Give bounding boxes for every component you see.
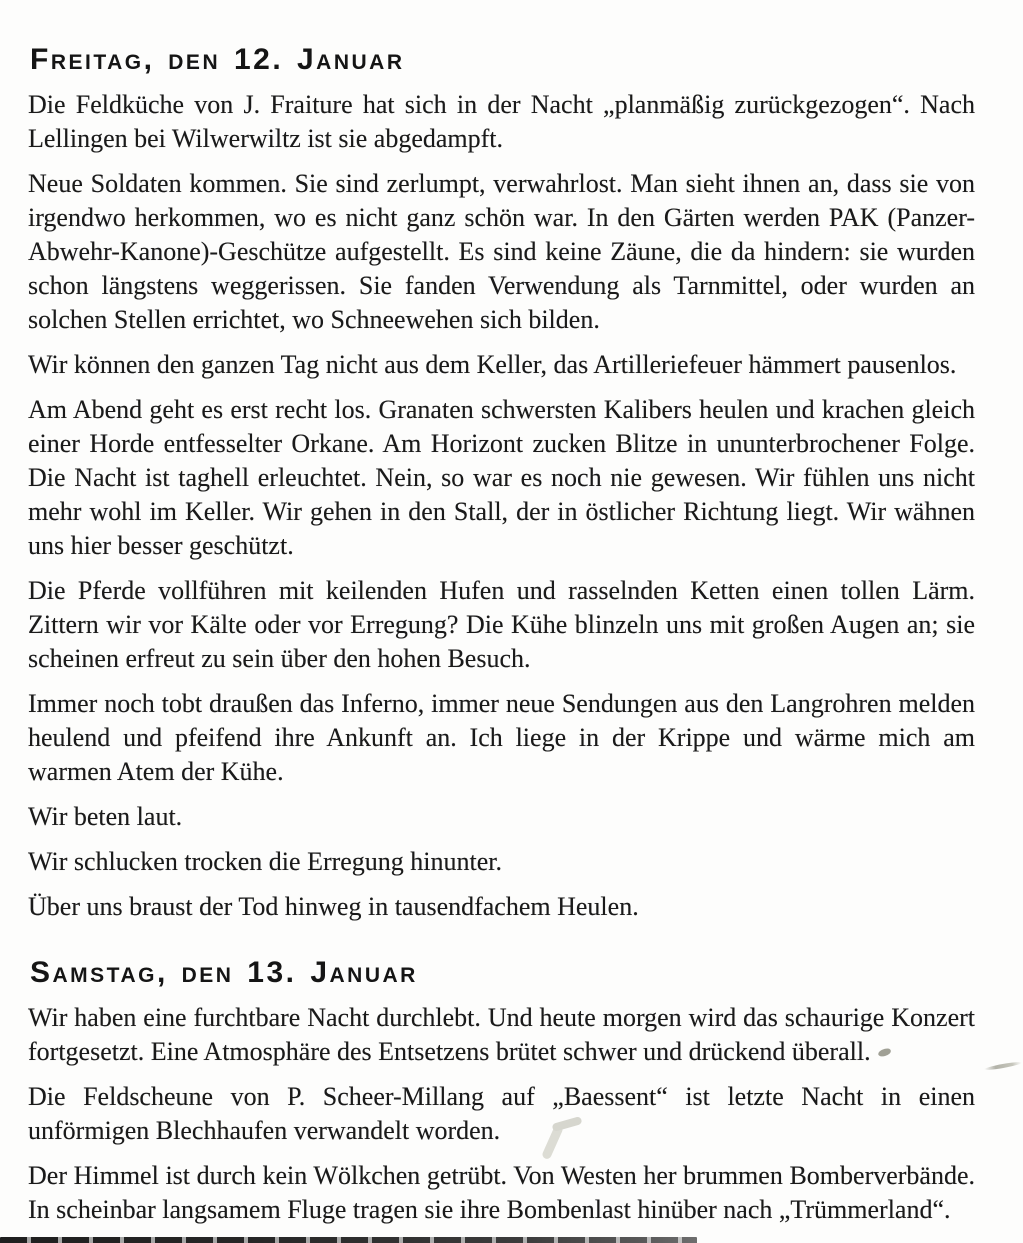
paragraph-feldscheune: Die Feldscheune von P. Scheer-Millang auf „Baessent“ ist letzte Nacht in einen unförmigen Blechhaufen verwandelt worden. — [28, 1082, 975, 1145]
cutoff-text-edge — [0, 1237, 697, 1243]
paragraph-tod: Über uns braust der Tod hinweg in tausendfachem Heulen. — [28, 892, 639, 921]
paragraph-furchtbare-nacht: Wir haben eine furchtbare Nacht durchlebt. Und heute morgen wird das schaurige Konzert fortgesetzt. Eine Atmosphäre des Entsetzens brütet schwer und drückend überall. — [28, 1003, 975, 1066]
entry-heading-friday: Freitag, den 12. Januar — [30, 43, 405, 76]
diary-entry-saturday — [28, 958, 975, 1227]
paragraph-schlucken: Wir schlucken trocken die Erregung hinunter. — [28, 847, 503, 876]
paragraph-inferno: Immer noch tobt draußen das Inferno, immer neue Sendungen aus den Langrohren melden heulend und pfeifend ihre Ankunft an. Ich liege in der Krippe und wärme mich am warmen Atem der Kühe. — [28, 689, 975, 786]
paragraph-himmel: Der Himmel ist durch kein Wölkchen getrübt. Von Westen her brummen Bomberverbände. In scheinbar langsamem Fluge tragen sie ihre Bombenlast hinüber nach „Trümmerland“. — [28, 1161, 975, 1224]
scan-swoosh-artifact — [984, 1061, 1022, 1072]
paragraph-neue-soldaten: Neue Soldaten kommen. Sie sind zerlumpt, verwahrlost. Man sieht ihnen an, dass sie von irgendwo herkommen, wo es nicht ganz schön war. In den Gärten werden PAK (Panzer-Abwehr-Kanone)-Geschütze aufgestellt. Es sind keine Zäune, die da hindern: sie wurden schon längstens weggerissen. Sie fanden Verwendung als Tarnmittel, oder wurden an solchen Stellen errichtet, wo Schneewehen sich bilden. — [28, 169, 975, 334]
paragraph-pferde: Die Pferde vollführen mit keilenden Hufen und rasselnden Ketten einen tollen Lärm. Zittern wir vor Kälte oder vor Erregung? Die Kühe blinzeln uns mit großen Augen an; sie scheinen erfreut zu sein über den hohen Besuch. — [28, 576, 975, 673]
paragraph-keller-tag: Wir können den ganzen Tag nicht aus dem Keller, das Artilleriefeuer hämmert pausenlos. — [28, 350, 957, 379]
paragraph-beten: Wir beten laut. — [28, 802, 183, 831]
paragraph-am-abend: Am Abend geht es erst recht los. Granaten schwersten Kalibers heulen und krachen gleich einer Horde entfesselter Orkane. Am Horizont zucken Blitze in ununterbrochener Folge. Die Nacht ist taghell erleuchtet. Nein, so war es noch nie gewesen. Wir fühlen uns nicht mehr wohl im Keller. Wir gehen in den Stall, der in östlicher Richtung liegt. Wir wähnen uns hier besser geschützt. — [28, 395, 975, 560]
entry-heading-saturday: Samstag, den 13. Januar — [30, 956, 418, 989]
paragraph-feldkueche: Die Feldküche von J. Fraiture hat sich in der Nacht „planmäßig zurückgezogen“. Nach Lellingen bei Wilwerwiltz ist sie abgedampft. — [28, 90, 975, 153]
diary-entry-friday — [28, 45, 975, 924]
